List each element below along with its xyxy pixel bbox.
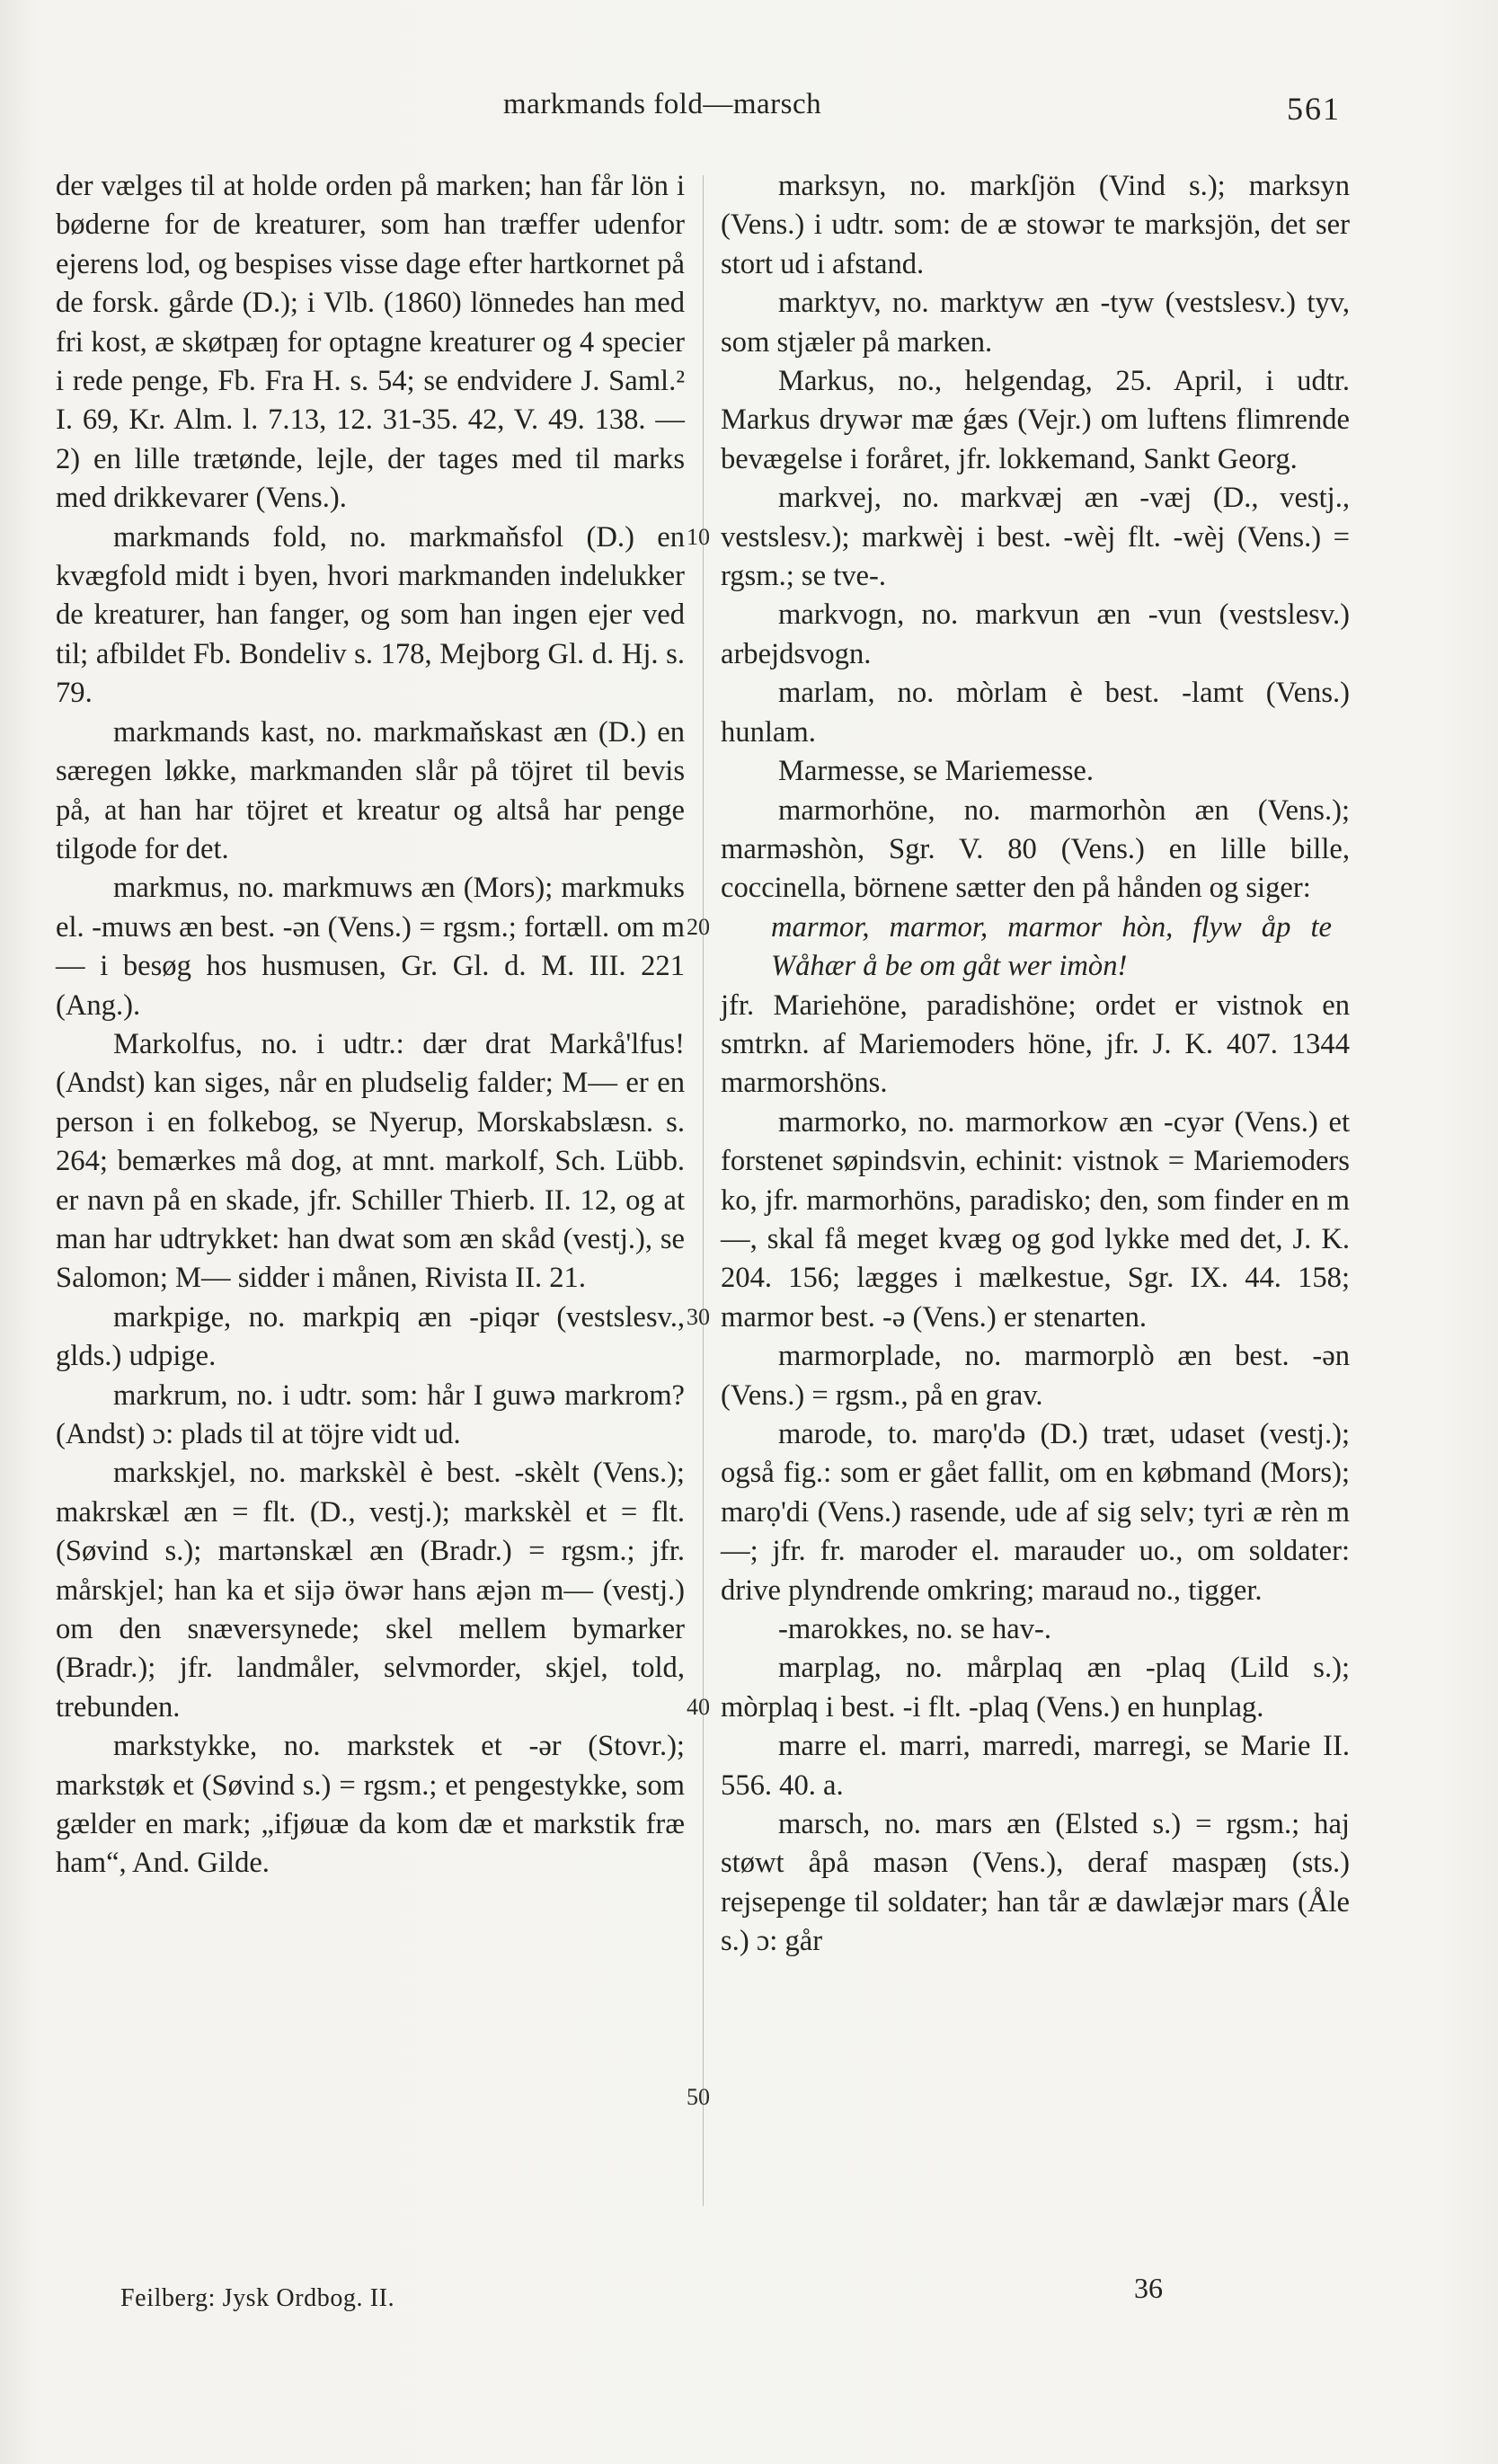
entry-markstykke: markstykke, no. markstek et -ər (Stovr.); markstøk et (Søvind s.) = rgsm.; et pengestykke, som gælder en mark; „ifjøuæ da kom dæ et markstik fræ ham“, And. Gilde. <box>56 1730 685 1880</box>
verse-quote: marmor, marmor, marmor hòn, flyw åp te Wåhær å be om gåt wer imòn! <box>771 910 1332 983</box>
entry-markskjel: markskjel, no. markskèl è best. -skèlt (Vens.); makrskæl æn = flt. (D., vestj.); markskèl et = flt. (Søvind s.); martənskæl æn (Bradr.) = rgsm.; jfr. mårskjel; han ka et sijə öwər hans æjən m— (vestj.) om den snæversynede; skel mellem bymarker (Bradr.); jfr. landmåler, selvmorder, skjel, told, trebunden. <box>56 1457 685 1724</box>
line-number: 50 <box>687 2084 710 2110</box>
entry-marre: marre el. marri, marredi, marregi, se Marie II. 556. 40. a. <box>721 1730 1350 1802</box>
line-number: 30 <box>687 1304 710 1330</box>
entry-marlam: marlam, no. mòrlam è best. -lamt (Vens.) hunlam. <box>721 677 1350 749</box>
entry-marmorhone-note: jfr. Mariehöne, paradishöne; ordet er vistnok en smtrkn. af Mariemoders höne, jfr. J. K. 407. 1344 marmorshöns. <box>721 988 1350 1100</box>
page-header <box>0 88 1498 142</box>
line-number: 10 <box>687 524 710 550</box>
entry-markolfus: Markolfus, no. i udtr.: dær drat Markå'lfus! (Andst) kan siges, når en pludselig falder; M— er en person i en folkebog, se Nyerup, Morskabslæsn. s. 264; bemærkes må dog, at mnt. markolf, Sch. Lübb. er navn på en skade, jfr. Schiller Thierb. II. 12, og at man har udtrykket: han dwat som æn skåd (vestj.), se Salomon; M— sidder i månen, Rivista II. 21. <box>56 1027 685 1295</box>
footer-signature-mark: 36 <box>1134 2272 1163 2304</box>
entry-markmand-continuation: der vælges til at holde orden på marken; han får lön i bøderne for de kreaturer, som han træffer udenfor ejerens lod, og bespises visse dage efter hartkornet på de forsk. gårde (D.); i Vlb. (1860) lönnedes han med fri kost, æ skøtpæŋ for optagne kreaturer og 4 specier i rede penge, Fb. Fra H. s. 54; se endvidere J. Saml.² I. 69, Kr. Alm. l. 7.13, 12. 31-35. 42, V. 49. 138. — 2) en lille trætønde, lejle, der tages med til marks med drikkevarer (Vens.). <box>56 170 685 515</box>
right-column <box>721 167 1350 1962</box>
entry-marktyv: marktyv, no. marktyw æn -tyw (vestslesv.) tyv, som stjæler på marken. <box>721 287 1350 359</box>
entry-marsch: marsch, no. mars æn (Elsted s.) = rgsm.; haj støwt åpå masən (Vens.), deraf maspæŋ (sts.) rejsepenge til soldater; han tår æ dawlæjər mars (Åle s.) ɔ: går <box>721 1808 1350 1958</box>
entry-markmands-kast: markmands kast, no. markmaňskast æn (D.) en særegen løkke, markmanden slår på töjret til bevis på, at han har töjret et kreatur og altså har penge tilgode for det. <box>56 715 685 865</box>
entry-markpige: markpige, no. markpiq æn -piqər (vestslesv., glds.) udpige. <box>56 1300 685 1373</box>
entry-markmands-fold: markmands fold, no. markmaňsfol (D.) en kvægfold midt i byen, hvori markmanden indelukker de kreaturer, han fanger, og som han ingen ejer ved til; afbildet Fb. Bondeliv s. 178, Mejborg Gl. d. Hj. s. 79. <box>56 520 685 710</box>
entry-markus: Markus, no., helgendag, 25. April, i udtr. Markus drywər mæ ǵæs (Vejr.) om luftens flimrende bevægelse i foråret, jfr. lokkemand, Sankt Georg. <box>721 365 1350 475</box>
footer-author-work: Feilberg: Jysk Ordbog. II. <box>120 2284 395 2312</box>
entry-marmorplade: marmorplade, no. marmorplò æn best. -ən (Vens.) = rgsm., på en grav. <box>721 1340 1350 1412</box>
left-column <box>56 167 685 1883</box>
entry-marplag: marplag, no. mårplaq æn -plaq (Lild s.); mòrplaq i best. -i flt. -plaq (Vens.) en hunplag. <box>721 1652 1350 1724</box>
column-divider <box>703 175 704 2206</box>
entry-marmesse: Marmesse, se Mariemesse. <box>778 755 1095 788</box>
entry-markmus: markmus, no. markmuws æn (Mors); markmuks el. -muws æn best. -ən (Vens.) = rgsm.; fortæll. om m— i besøg hos husmusen, Gr. Gl. d. M. III. 221 (Ang.). <box>56 872 685 1022</box>
entry-markvogn: markvogn, no. markvun æn -vun (vestslesv.) arbejdsvogn. <box>721 598 1350 670</box>
entry-marokkes: -marokkes, no. se hav-. <box>778 1613 1051 1646</box>
entry-marmorko: marmorko, no. marmorkow æn -cyər (Vens.) et forstenet søpindsvin, echinit: vistnok = Mariemoders ko, jfr. marmorhöns, paradisko; den, som finder en m—, skal få meget kvæg og god lykke med det, J. K. 204. 156; lægges i mælkestue, Sgr. IX. 44. 158; marmor best. -ə (Vens.) er stenarten. <box>721 1105 1350 1334</box>
entry-markvej: markvej, no. markvæj æn -væj (D., vestj., vestslesv.); markwèj i best. -wèj flt. -wèj (Vens.) = rgsm.; se tve-. <box>721 482 1350 593</box>
line-number: 20 <box>687 914 710 940</box>
entry-marmorhone: marmorhöne, no. marmorhòn æn (Vens.); marməshòn, Sgr. V. 80 (Vens.) en lille bille, coccinella, börnene sætter den på hånden og siger: <box>721 793 1350 905</box>
running-head: markmands fold—marsch <box>503 88 822 120</box>
line-number: 40 <box>687 1694 710 1720</box>
entry-marksyn: marksyn, no. markſjön (Vind s.); marksyn (Vens.) i udtr. som: de æ stowər te marksjön, det ser stort ud i afstand. <box>721 170 1350 280</box>
entry-marode: marode, to. marọ'də (D.) træt, udaset (vestj.); også fig.: som er gået fallit, om en købmand (Mors); marọ'di (Vens.) rasende, ude af sig selv; tyri æ rèn m—; jfr. fr. maroder el. marauder uo., om soldater: drive plyndrende omkring; maraud no., tigger. <box>721 1418 1350 1607</box>
page-number: 561 <box>1287 91 1341 127</box>
entry-markrum: markrum, no. i udtr. som: hår I guwə markrom? (Andst) ɔ: plads til at töjre vidt ud. <box>56 1378 685 1450</box>
